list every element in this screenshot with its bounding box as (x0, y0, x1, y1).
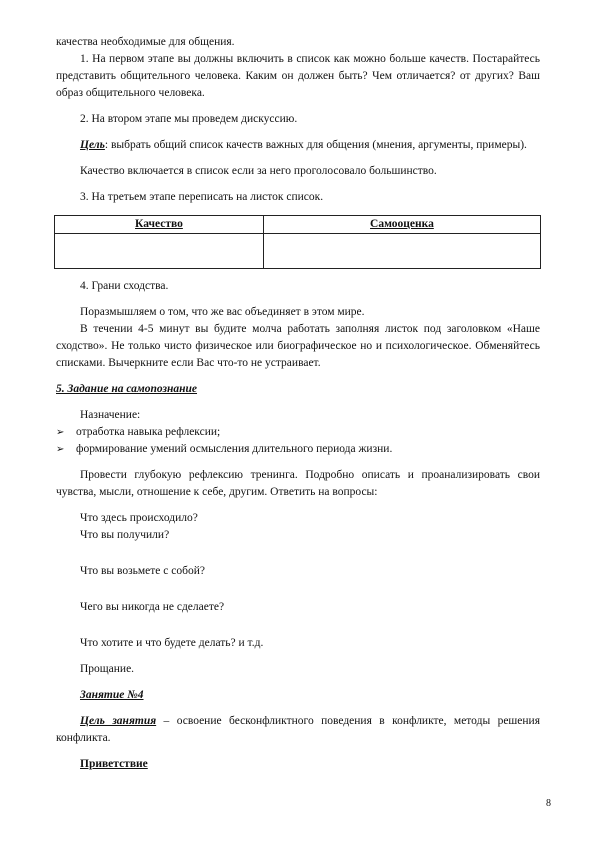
column-header-self-assessment: Самооценка (263, 216, 540, 234)
table-header-row (55, 216, 541, 234)
lesson-4-goal (56, 713, 540, 747)
farewell-text: Прощание. (80, 663, 135, 675)
stage-2-paragraph: 2. На втором этапе мы проведем дискуссию. (80, 113, 298, 125)
text-line-qualities: качества необходимые для общения. (56, 36, 235, 48)
goal-text: : выбрать общий список качеств важных для общения (мнения, аргументы, примеры). (104, 139, 527, 151)
lesson-goal-label: Цель занятия (80, 715, 157, 727)
arrow-bullet-icon: ➢ (56, 427, 65, 438)
qualities-table (54, 215, 541, 269)
question-2: Что вы получили? (80, 529, 170, 541)
goal-label: Цель (80, 139, 105, 151)
section-4-intro: Поразмышляем о том, что же вас объединяет в этом мире. (80, 306, 365, 318)
document-page (56, 34, 540, 773)
table-cell-quality (55, 234, 264, 269)
stage-3-paragraph: 3. На третьем этапе переписать на листок список. (80, 191, 324, 203)
lesson-goal-text: – освоение бесконфликтного поведения в конфликте, методы решения конфликта. (56, 715, 540, 744)
purpose-label: Назначение: (80, 409, 141, 421)
table-cell-self-assessment (263, 234, 540, 269)
question-4: Чего вы никогда не сделаете? (80, 601, 225, 613)
greeting-heading: Приветствие (80, 758, 148, 770)
arrow-bullet-icon: ➢ (56, 444, 65, 455)
section-4-title: 4. Грани сходства. (80, 280, 169, 292)
voting-paragraph: Качество включается в список если за него проголосовало большинство. (80, 165, 437, 177)
section-4-paragraph: В течении 4-5 минут вы будите молча работать заполняя листок под заголовком «Наше сходство». Не только чисто физическое или биографическое но и психологическое. Обменяйтесь списками. Вычеркните если Вас что-то не устраивает. (56, 323, 540, 369)
list-item: ➢ формирование умений осмысления длительного периода жизни. (56, 441, 540, 458)
table-row (55, 234, 541, 269)
section-5-title: 5. Задание на самопознание (56, 383, 198, 395)
question-1: Что здесь происходило? (80, 512, 198, 524)
lesson-4-title: Занятие №4 (80, 689, 144, 701)
reflection-paragraph: Провести глубокую рефлексию тренинга. Подробно описать и проанализировать свои чувства, мысли, отношение к себе, другим. Ответить на вопросы: (56, 469, 540, 498)
question-3: Что вы возьмете с собой? (80, 565, 205, 577)
list-item: ➢ отработка навыка рефлексии; (56, 424, 540, 441)
column-header-quality: Качество (55, 216, 264, 234)
page-number: 8 (546, 798, 551, 809)
goal-paragraph (56, 137, 540, 154)
stage-1-paragraph: 1. На первом этапе вы должны включить в список как можно больше качеств. Постарайтесь представить общительного человека. Каким он должен быть? Чем отличается? от других? Ваш образ общительного человека. (56, 53, 540, 99)
question-5: Что хотите и что будете делать? и т.д. (80, 637, 264, 649)
